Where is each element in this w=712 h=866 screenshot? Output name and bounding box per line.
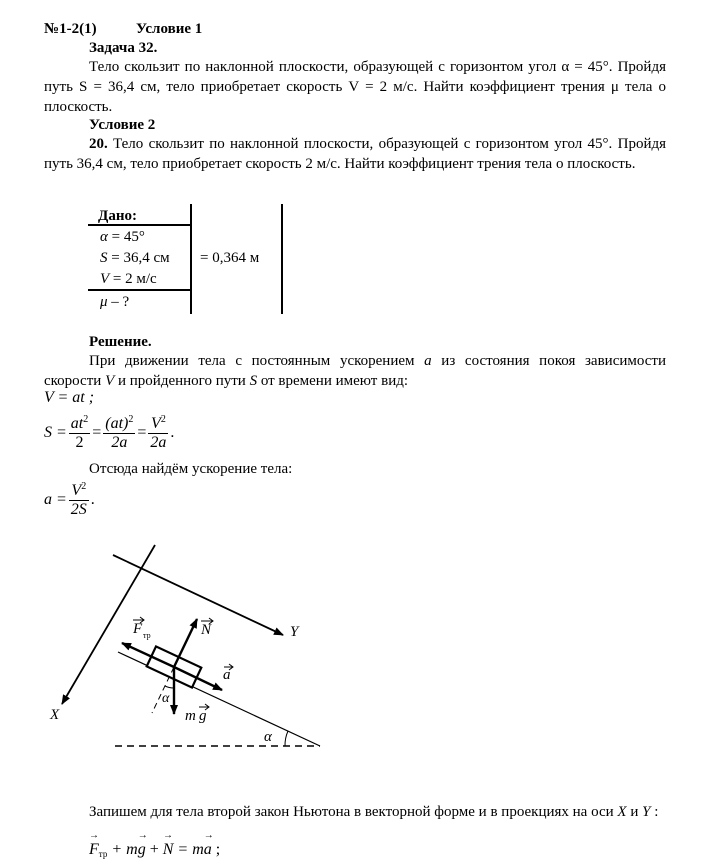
term: ;: [211, 841, 221, 858]
given-find: [100, 292, 129, 312]
given-row-s: [100, 248, 170, 268]
given-sym: V: [100, 271, 110, 287]
term: = m: [173, 841, 204, 858]
dot: .: [90, 491, 95, 508]
eq-lhs: S =: [44, 424, 67, 441]
given-value: = 2 м/с: [109, 271, 157, 287]
label-x: X: [50, 707, 60, 723]
angle-arc-incline: [285, 731, 288, 746]
text: При движении тела с постоянным ускорением: [89, 353, 425, 369]
sup: 2: [160, 413, 166, 425]
num: V: [151, 414, 161, 432]
fraction-a: [69, 482, 89, 519]
solution-paragraph: [44, 351, 666, 391]
label-mg-g: g: [199, 708, 207, 724]
num: at: [70, 414, 84, 432]
solution-title: Решение.: [89, 334, 152, 350]
eq-lhs: a =: [44, 491, 67, 508]
given-sym: α: [100, 229, 108, 245]
given-value: = 45°: [107, 229, 145, 245]
angle-arc-body: [165, 686, 174, 688]
label-friction-sub: тр: [143, 631, 151, 640]
num: V: [71, 481, 82, 499]
den: 2: [75, 433, 84, 451]
given-sym: S: [100, 250, 108, 266]
vec-n: → N: [163, 841, 174, 859]
term: +: [145, 841, 163, 858]
label-mg-m: m: [185, 708, 196, 724]
fraction-1: [69, 415, 90, 452]
text: из состояния покоя зависимости скорости: [44, 353, 666, 389]
find-sym: μ: [100, 294, 108, 310]
given-table: [88, 204, 288, 314]
task-text: Тело скользит по наклонной плоскости, образующей с горизонтом угол α = 45°. Пройдя путь S = 36,4 см, тело приобретает скорость V = 2 м/с. Найти коэффициент трения μ тела о плоскость.: [44, 59, 666, 115]
vec-f: → F: [89, 841, 99, 859]
condition2-title: Условие 2: [89, 117, 156, 133]
solution-paragraph-2: Отсюда найдём ускорение тела:: [89, 461, 293, 477]
incline-diagram: [0, 530, 712, 770]
axis-y-label: Y: [642, 804, 651, 820]
den: 2S: [70, 500, 87, 518]
label-friction: F: [133, 621, 143, 637]
equation-v: V = at ;: [44, 389, 95, 406]
label-y: Y: [290, 624, 299, 640]
axis-x-label: X: [617, 804, 627, 820]
equation-s: [44, 410, 174, 456]
equation-a: [44, 477, 95, 523]
given-title: Дано:: [98, 208, 137, 224]
sup: 2: [83, 413, 89, 425]
task2-number: 20.: [89, 136, 108, 152]
sub-tr: тр: [98, 849, 108, 859]
sym-v: V: [105, 373, 115, 389]
condition1-title: Условие 1: [136, 21, 203, 37]
label-alpha-body: α: [162, 691, 170, 706]
given-conversion: = 0,364 м: [200, 250, 260, 266]
given-row-v: [100, 269, 157, 289]
text: от времени имеют вид:: [257, 373, 409, 389]
term: + m: [107, 841, 138, 858]
find-rest: – ?: [107, 294, 130, 310]
fraction-2: [103, 415, 135, 452]
text: и пройденного пути: [114, 373, 250, 389]
den: 2a: [111, 433, 128, 451]
den: 2a: [150, 433, 167, 451]
vec-a: → a: [204, 841, 212, 859]
task2-text: [44, 134, 666, 174]
given-divider-right: [281, 204, 283, 314]
sym-s: S: [249, 373, 258, 389]
eq-sign: =: [137, 424, 147, 441]
label-n: N: [201, 622, 212, 638]
sym-a: a: [424, 353, 432, 369]
text: Запишем для тела второй закон Ньютона в векторной форме и в проекциях на оси: [89, 804, 618, 820]
vec-g: → g: [138, 841, 146, 859]
sup: 2: [128, 413, 134, 425]
given-rule-bottom: [88, 289, 191, 291]
newton-paragraph: [44, 802, 666, 822]
sup: 2: [81, 480, 87, 492]
eq-sign: =: [92, 424, 102, 441]
task-title: Задача 32.: [89, 40, 158, 56]
num: (at): [105, 414, 129, 432]
problem-number: №1-2(1): [44, 21, 97, 37]
label-a: a: [223, 667, 231, 683]
label-alpha-incline: α: [264, 729, 272, 745]
fraction-3: [148, 415, 168, 452]
given-value: = 36,4 см: [107, 250, 170, 266]
task2-body: Тело скользит по наклонной плоскости, образующей с горизонтом угол 45°. Пройдя путь 36,4 см, тело приобретает скорость 2 м/с. Найти коэффициент трения тела о плоскость.: [44, 136, 666, 172]
text: :: [650, 804, 659, 820]
given-row-alpha: [100, 227, 145, 247]
newton-equation: [89, 841, 220, 859]
dot: .: [170, 424, 175, 441]
given-divider-left: [190, 204, 192, 314]
text: и: [626, 804, 643, 820]
